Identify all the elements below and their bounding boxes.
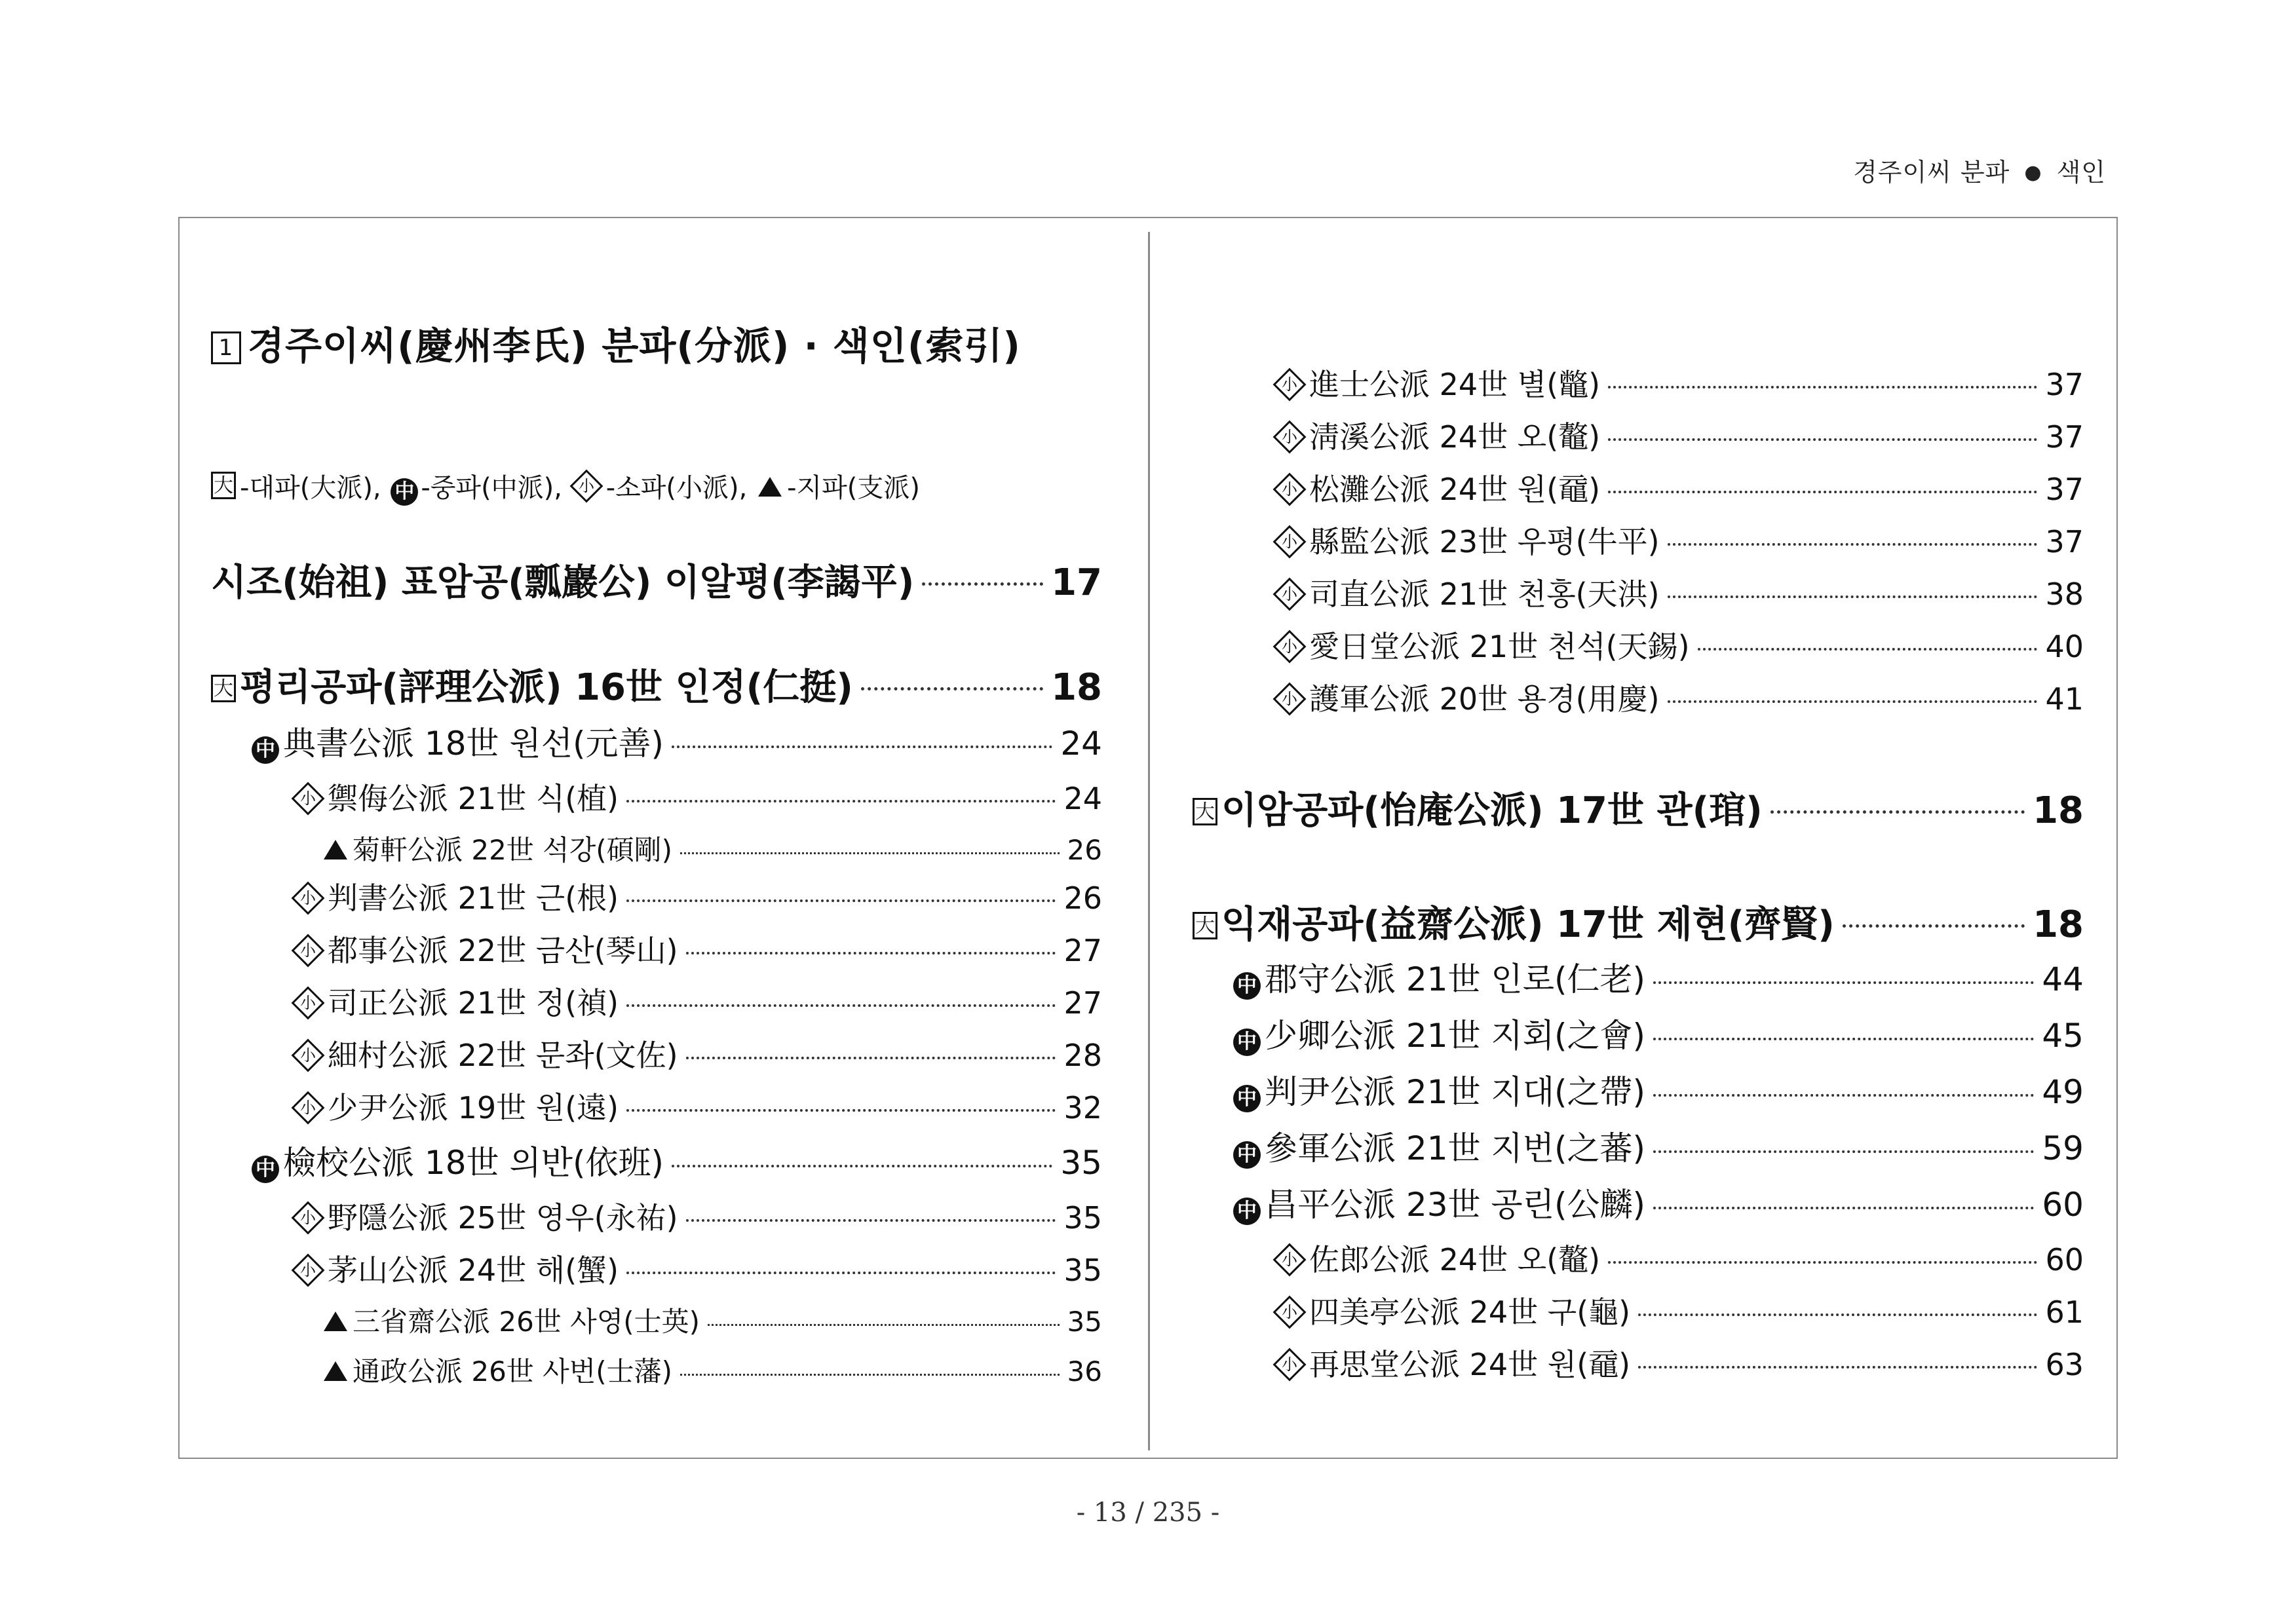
dot-leader xyxy=(686,952,1056,954)
page-number: 60 xyxy=(2042,1186,2084,1224)
middle-branch-icon: 中 xyxy=(1233,1085,1261,1112)
index-entry[interactable]: 小愛日堂公派 21世 천석(天錫) 40 xyxy=(1274,623,2084,666)
dot-leader xyxy=(1653,1038,2034,1040)
document-title xyxy=(211,315,1021,370)
page-number: 63 xyxy=(2045,1347,2084,1382)
bullet-separator: ● xyxy=(2024,161,2042,184)
dot-leader xyxy=(1668,595,2038,598)
minor-branch-icon xyxy=(1273,578,1307,611)
index-entry[interactable]: 中 少卿公派 21世 지회(之會) 45 xyxy=(1233,1010,2084,1057)
running-header xyxy=(1853,152,2106,188)
index-entry[interactable]: 菊軒公派 22世 석강(碩剛) 26 xyxy=(321,829,1102,868)
dot-leader xyxy=(1608,386,2037,388)
dot-leader xyxy=(680,852,1059,854)
minor-branch-icon xyxy=(292,1091,325,1125)
index-entry[interactable]: 小佐郎公派 24世 오(鼇) 60 xyxy=(1274,1236,2084,1279)
middle-branch-icon: 中 xyxy=(1233,972,1261,1000)
index-entry[interactable]: 小少尹公派 19世 원(遠) 32 xyxy=(292,1084,1102,1127)
legend-dapa: -대파(大派), xyxy=(240,473,381,503)
minor-branch-icon xyxy=(1273,368,1307,402)
minor-branch-icon xyxy=(1273,1348,1307,1382)
dot-leader xyxy=(1843,924,2025,928)
minor-branch-icon xyxy=(1273,525,1307,559)
page-number: 37 xyxy=(2045,472,2084,507)
page-number: 37 xyxy=(2045,524,2084,559)
minor-branch-icon xyxy=(292,934,325,968)
dot-leader xyxy=(1653,1150,2034,1153)
index-entry[interactable]: 小松灘公派 24世 원(黿) 37 xyxy=(1274,466,2084,509)
middle-branch-icon: 中 xyxy=(1233,1141,1261,1169)
dot-leader xyxy=(672,1165,1052,1167)
minor-branch-icon xyxy=(292,987,325,1020)
legend xyxy=(211,467,920,506)
major-branch-icon xyxy=(1193,912,1217,939)
middle-branch-icon: 中 xyxy=(1233,1029,1261,1056)
dot-leader xyxy=(686,1219,1056,1222)
page-number: 28 xyxy=(1063,1038,1102,1073)
page-number: 41 xyxy=(2045,681,2084,717)
index-entry[interactable]: 通政公派 26世 사번(士藩) 36 xyxy=(321,1350,1102,1389)
index-entry[interactable]: 小野隱公派 25世 영우(永祐) 35 xyxy=(292,1194,1102,1237)
running-header-section: 색인 xyxy=(2056,158,2106,187)
dot-leader xyxy=(1668,700,2038,703)
index-entry[interactable]: 小細村公派 22世 문좌(文佐) 28 xyxy=(292,1032,1102,1075)
minor-branch-icon xyxy=(1273,1243,1307,1277)
page-number: 26 xyxy=(1063,880,1102,916)
index-entry[interactable]: 小茅山公派 24世 해(蟹) 35 xyxy=(292,1247,1102,1290)
dot-leader xyxy=(686,1057,1056,1059)
page-number: 38 xyxy=(2045,576,2084,612)
index-entry[interactable]: 小司直公派 21世 천홍(天洪) 38 xyxy=(1274,571,2084,614)
index-entry[interactable]: 大익재공파(益齋公派) 17世 제현(齊賢) 18 xyxy=(1193,896,2084,948)
page-number: 61 xyxy=(2045,1294,2084,1330)
legend-sopa: -소파(小派), xyxy=(605,473,748,503)
middle-branch-icon: 中 xyxy=(252,736,279,764)
index-entry[interactable]: 三省齋公派 26世 사영(士英) 35 xyxy=(321,1300,1102,1340)
major-branch-icon xyxy=(1193,798,1217,825)
index-entry[interactable]: 小判書公派 21世 근(根) 26 xyxy=(292,875,1102,918)
dot-leader xyxy=(1668,543,2038,546)
index-entry[interactable]: 中 郡守公派 21世 인로(仁老) 44 xyxy=(1233,953,2084,1000)
index-entry[interactable]: 小禦侮公派 21世 식(植) 24 xyxy=(292,775,1102,818)
page-number: 59 xyxy=(2042,1129,2084,1167)
dot-leader xyxy=(1698,648,2038,651)
page-number: 32 xyxy=(1063,1090,1102,1125)
dot-leader xyxy=(1653,981,2034,984)
dot-leader xyxy=(1770,810,2025,814)
sub-branch-icon xyxy=(758,477,782,497)
page-number: 17 xyxy=(1051,561,1102,604)
minor-branch-icon xyxy=(569,470,603,503)
page-number: 35 xyxy=(1067,1306,1102,1338)
minor-branch-icon xyxy=(292,1039,325,1072)
dot-leader xyxy=(626,800,1056,803)
sub-branch-icon xyxy=(324,1361,347,1381)
page-number: 26 xyxy=(1067,834,1102,866)
page-number: 49 xyxy=(2042,1073,2084,1111)
dot-leader xyxy=(1653,1094,2034,1097)
running-header-book: 경주이씨 분파 xyxy=(1853,158,2010,187)
page-number: 37 xyxy=(2045,419,2084,455)
middle-branch-icon: 中 xyxy=(391,478,418,506)
page-number: 24 xyxy=(1063,781,1102,816)
dot-leader xyxy=(672,746,1052,748)
major-branch-icon xyxy=(211,472,236,499)
page-number: 24 xyxy=(1060,725,1102,763)
dot-leader xyxy=(626,1272,1056,1274)
column-divider xyxy=(1148,232,1150,1450)
minor-branch-icon xyxy=(292,1201,325,1235)
page-number: 18 xyxy=(1051,666,1102,709)
page-number: 60 xyxy=(2045,1242,2084,1277)
minor-branch-icon xyxy=(1273,683,1307,716)
legend-jipa: -지파(支派) xyxy=(787,473,921,503)
page-number: 18 xyxy=(2033,789,2084,832)
dot-leader xyxy=(626,1004,1056,1007)
index-entry[interactable]: 中 參軍公派 21世 지번(之蕃) 59 xyxy=(1233,1122,2084,1169)
dot-leader xyxy=(861,687,1043,690)
dot-leader xyxy=(626,899,1056,902)
sub-branch-icon xyxy=(324,840,347,859)
index-entry[interactable]: 中 典書公派 18世 원선(元善) 24 xyxy=(252,717,1102,765)
dot-leader xyxy=(626,1109,1056,1112)
page-number: 36 xyxy=(1067,1355,1102,1388)
index-entry[interactable]: 小四美亭公派 24世 구(龜) 61 xyxy=(1274,1289,2084,1332)
index-entry[interactable]: 大이암공파(怡庵公派) 17世 관(琯) 18 xyxy=(1193,782,2084,834)
page-number: 40 xyxy=(2045,629,2084,664)
dot-leader xyxy=(1638,1313,2037,1316)
middle-branch-icon: 中 xyxy=(252,1156,279,1183)
dot-leader xyxy=(1608,1261,2037,1264)
dot-leader xyxy=(922,582,1043,586)
index-entry[interactable]: 小進士公派 24世 별(鼈) 37 xyxy=(1274,361,2084,404)
minor-branch-icon xyxy=(292,1254,325,1287)
minor-branch-icon xyxy=(1273,473,1307,506)
dot-leader xyxy=(708,1324,1059,1326)
index-entry[interactable]: 中 昌平公派 23世 공린(公麟) 60 xyxy=(1233,1179,2084,1226)
minor-branch-icon xyxy=(1273,421,1307,454)
title-number-box: 1 xyxy=(211,331,241,364)
page-number: 45 xyxy=(2042,1017,2084,1055)
index-entry[interactable]: 大평리공파(評理公派) 16世 인정(仁挺) 18 xyxy=(211,658,1102,711)
index-entry[interactable]: 小縣監公派 23世 우평(牛平) 37 xyxy=(1274,518,2084,561)
dot-leader xyxy=(680,1374,1059,1376)
page-number: 37 xyxy=(2045,367,2084,402)
index-entry[interactable]: 小護軍公派 20世 용경(用慶) 41 xyxy=(1274,675,2084,719)
index-entry[interactable]: 小淸溪公派 24世 오(鼇) 37 xyxy=(1274,413,2084,457)
minor-branch-icon xyxy=(1273,630,1307,664)
middle-branch-icon: 中 xyxy=(1233,1198,1261,1225)
minor-branch-icon xyxy=(292,882,325,915)
index-entry[interactable]: 시조(始祖) 표암공(瓢巖公) 이알평(李謁平) 17 xyxy=(211,561,1102,604)
index-entry[interactable]: 中 檢校公派 18世 의반(依班) 35 xyxy=(252,1137,1102,1184)
major-branch-icon xyxy=(211,675,236,702)
dot-leader xyxy=(1638,1366,2037,1369)
title-text: 경주이씨(慶州李氏) 분파(分派) · 색인(索引) xyxy=(248,324,1021,368)
index-entry[interactable]: 小都事公派 22世 금산(琴山) 27 xyxy=(292,927,1102,970)
legend-jungpa: -중파(中派), xyxy=(421,473,562,503)
page-number: 27 xyxy=(1063,933,1102,968)
minor-branch-icon xyxy=(1273,1296,1307,1329)
index-entry[interactable]: 小司正公派 21世 정(禎) 27 xyxy=(292,979,1102,1023)
page-number: 35 xyxy=(1060,1144,1102,1182)
dot-leader xyxy=(1608,438,2037,441)
page-number: 27 xyxy=(1063,985,1102,1021)
page-number: 35 xyxy=(1063,1200,1102,1236)
index-entry[interactable]: 小再思堂公派 24世 원(黿) 63 xyxy=(1274,1341,2084,1384)
dot-leader xyxy=(1653,1207,2034,1209)
sub-branch-icon xyxy=(324,1312,347,1331)
page-number: 18 xyxy=(2033,903,2084,946)
page-number-footer: - 13 / 235 - xyxy=(1076,1498,1220,1528)
index-entry[interactable]: 中 判尹公派 21世 지대(之帶) 49 xyxy=(1233,1066,2084,1113)
dot-leader xyxy=(1608,491,2037,493)
page-number: 35 xyxy=(1063,1253,1102,1288)
minor-branch-icon xyxy=(292,782,325,816)
page-number: 44 xyxy=(2042,960,2084,998)
